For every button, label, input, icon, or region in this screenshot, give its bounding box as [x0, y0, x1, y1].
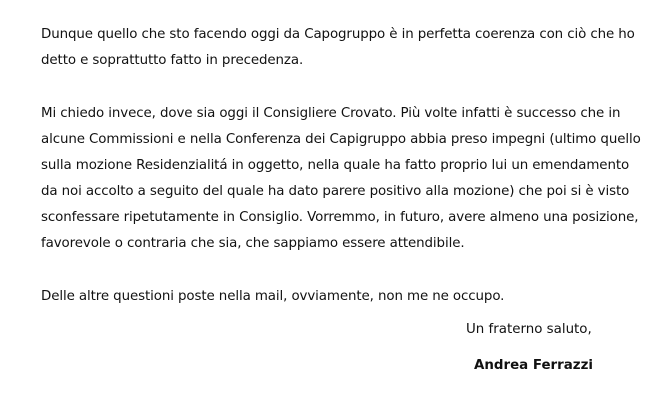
paragraph-line: favorevole o contraria che sia, che sappiamo essere attendibile. [41, 236, 465, 251]
paragraph-line: detto e soprattutto fatto in precedenza. [41, 53, 304, 68]
paragraph-line: sconfessare ripetutamente in Consiglio. Vorremmo, in futuro, avere almeno una posizione, [41, 210, 639, 225]
paragraph-line: Delle altre questioni poste nella mail, ovviamente, non me ne occupo. [41, 289, 505, 304]
closing-salutation: Un fraterno saluto, [466, 322, 592, 337]
paragraph-line: Mi chiedo invece, dove sia oggi il Consigliere Crovato. Più volte infatti è successo che in [41, 106, 621, 121]
paragraph-line: sulla mozione Residenzialitá in oggetto, nella quale ha fatto proprio lui un emendamento [41, 158, 630, 173]
signature-name: Andrea Ferrazzi [474, 358, 593, 373]
paragraph-line: Dunque quello che sto facendo oggi da Capogruppo è in perfetta coerenza con ciò che ho [41, 27, 635, 42]
paragraph-line: da noi accolto a seguito del quale ha dato parere positivo alla mozione) che poi si è visto [41, 184, 630, 199]
paragraph-line: alcune Commissioni e nella Conferenza dei Capigruppo abbia preso impegni (ultimo quello [41, 132, 641, 147]
